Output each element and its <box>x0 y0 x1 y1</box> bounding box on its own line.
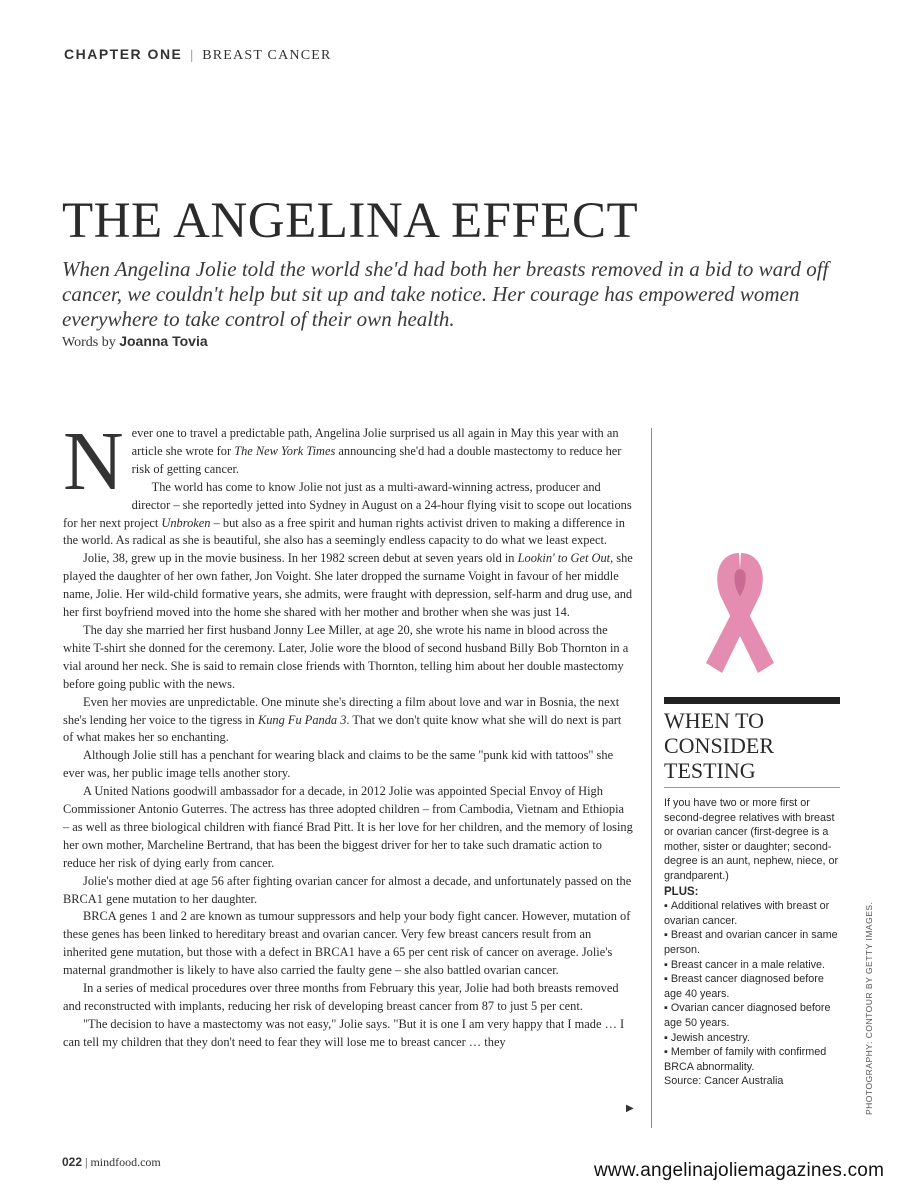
p2-text-b: – but also as a free spirit and human rights activist driven to making a difference in the world. As radical as she is beautiful, she also has a seemingly endless capacity to do what we least expect. <box>63 515 625 548</box>
paragraph-11: "The decision to have a mastectomy was not easy," Jolie says. "But it is one I am very happy that I made … I can tell my children that they don't need to fear they will lose me to breast cancer … they <box>63 1016 625 1049</box>
sidebar-plus-label: PLUS: <box>664 885 699 898</box>
chapter-topic: BREAST CANCER <box>202 48 332 63</box>
paragraph-5 <box>63 694 633 748</box>
paragraph-6: Although Jolie still has a penchant for wearing black and claims to be the same "punk kid with tattoos" she ever was, her public image tells another story. <box>63 748 614 781</box>
p5-text-b: . That we don't quite know what she will do next is part of what makes her so enchanting. <box>63 712 622 745</box>
sidebar-source: Source: Cancer Australia <box>664 1075 784 1088</box>
triangle-right-icon: ▶ <box>626 1103 634 1114</box>
article-title: THE ANGELINA EFFECT <box>62 193 639 249</box>
p3-text-a: Jolie, 38, grew up in the movie business. In her 1982 screen debut at seven years old in <box>83 551 518 566</box>
paragraph-4: The day she married her first husband Jonny Lee Miller, at age 20, she wrote his name in blood across the white T-shirt she donned for the ceremony. Later, Jolie wore the blood of second husband Billy Bob Thornton in a vial around her neck. She is said to remain close friends with Thornton, telling him about her double mastectomy before going public with the news. <box>63 622 629 691</box>
list-item: ▪ Additional relatives with breast or ovarian cancer. <box>664 899 844 928</box>
byline-prefix: Words by <box>62 335 116 350</box>
chapter-label: CHAPTER ONE <box>64 46 183 62</box>
list-item: ▪ Jewish ancestry. <box>664 1031 844 1046</box>
header-separator: | <box>190 48 195 63</box>
paragraph-2 <box>63 479 633 551</box>
list-item: ▪ Ovarian cancer diagnosed before age 50 years. <box>664 1001 844 1030</box>
footer-separator: | <box>85 1155 88 1169</box>
p3-text-b: , she played the daughter of her own father, Jon Voight. She later dropped the surname Voight in favour of her middle name, Jolie. Her wild-child formative years, she admits, were fraught with depression, self-harm and drug use, and her first boyfriend moved into the home she shared with her mother and brother when she was just 14. <box>63 551 633 620</box>
sidebar-body <box>664 796 844 1089</box>
paragraph-3 <box>63 550 633 622</box>
p2-text-a: The world has come to know Jolie not just as a multi-award-winning actress, producer and director – she reportedly jetted into Sydney in August on a 24-hour flying visit to scope out locations for her next project <box>63 479 632 530</box>
footer-site: mindfood.com <box>90 1155 161 1169</box>
drop-cap: N <box>63 415 124 508</box>
p1-text-a: ever one to travel a predictable path, Angelina Jolie surprised us all again in May this year with an article she wrote for <box>131 426 619 458</box>
watermark-url[interactable]: www.angelinajoliemagazines.com <box>594 1160 885 1181</box>
list-item: ▪ Member of family with confirmed BRCA abnormality. <box>664 1045 844 1074</box>
sidebar-rule <box>664 787 840 788</box>
paragraph-7: A United Nations goodwill ambassador for a decade, in 2012 Jolie was appointed Special Envoy of High Commissioner Antonio Guterres. The actress has three adopted children – from Cambodia, Vietnam and Ethiopia – as well as three biological children with fiancé Brad Pitt. It is her love for her children, and the memory of losing her own mother, Marcheline Bertrand, that has been the biggest driver for her to take such dramatic action to reduce her risk of dying early from cancer. <box>63 784 633 870</box>
p3-film: Lookin' to Get Out <box>517 551 611 566</box>
p1-publication: The New York Times <box>234 443 336 458</box>
list-item: ▪ Breast cancer diagnosed before age 40 years. <box>664 972 844 1001</box>
sidebar-list <box>664 899 844 1074</box>
paragraph-10: In a series of medical procedures over three months from February this year, Jolie had both breasts removed and reconstructed with implants, reducing her risk of developing breast cancer from 87 to just 5 per cent. <box>63 981 619 1013</box>
byline-author: Joanna Tovia <box>119 333 208 349</box>
sidebar-intro: If you have two or more first or second-degree relatives with breast or ovarian cancer (first-degree is a mother, sister or daughter; second-degree is an aunt, nephew, niece, or grandparent.) <box>664 797 839 882</box>
photo-credit: PHOTOGRAPHY: CONTOUR BY GETTY IMAGES. <box>864 901 874 1115</box>
p1-text-b: announcing she'd had a double mastectomy to reduce her risk of getting cancer. <box>131 443 622 476</box>
sidebar-title: WHEN TO CONSIDER TESTING <box>664 708 775 783</box>
p5-film: Kung Fu Panda 3 <box>257 712 347 727</box>
p2-film: Unbroken <box>161 515 211 530</box>
p5-text-a: Even her movies are unpredictable. One minute she's directing a film about love and war in Bosnia, the next she's lending her voice to the tigress in <box>63 694 620 727</box>
list-item: ▪ Breast and ovarian cancer in same person. <box>664 928 844 957</box>
page-footer <box>62 1155 161 1170</box>
pink-ribbon-icon <box>690 545 790 685</box>
article-body <box>63 415 633 1052</box>
sidebar-top-bar <box>664 697 840 704</box>
page-number: 022 <box>62 1155 83 1169</box>
column-divider <box>651 428 652 1128</box>
chapter-header <box>64 46 332 64</box>
byline <box>62 333 208 351</box>
paragraph-9: BRCA genes 1 and 2 are known as tumour suppressors and help your body fight cancer. However, mutation of these genes has been linked to hereditary breast and ovarian cancer. Very few breast cancers result from an inherited gene mutation, but those with a defect in BRCA1 have a 65 per cent risk of cancer on average. Jolie's maternal grandmother is likely to have also carried the faulty gene – she also battled ovarian cancer. <box>63 909 631 978</box>
paragraph-8: Jolie's mother died at age 56 after fighting ovarian cancer for almost a decade, and unfortunately passed on the BRCA1 gene mutation to her daughter. <box>63 873 632 906</box>
article-standfirst: When Angelina Jolie told the world she'd had both her breasts removed in a bid to ward off cancer, we couldn't help but sit up and take notice. Her courage has empowered women everywhere to take control of their own health. <box>62 257 829 331</box>
list-item: ▪ Breast cancer in a male relative. <box>664 958 844 973</box>
